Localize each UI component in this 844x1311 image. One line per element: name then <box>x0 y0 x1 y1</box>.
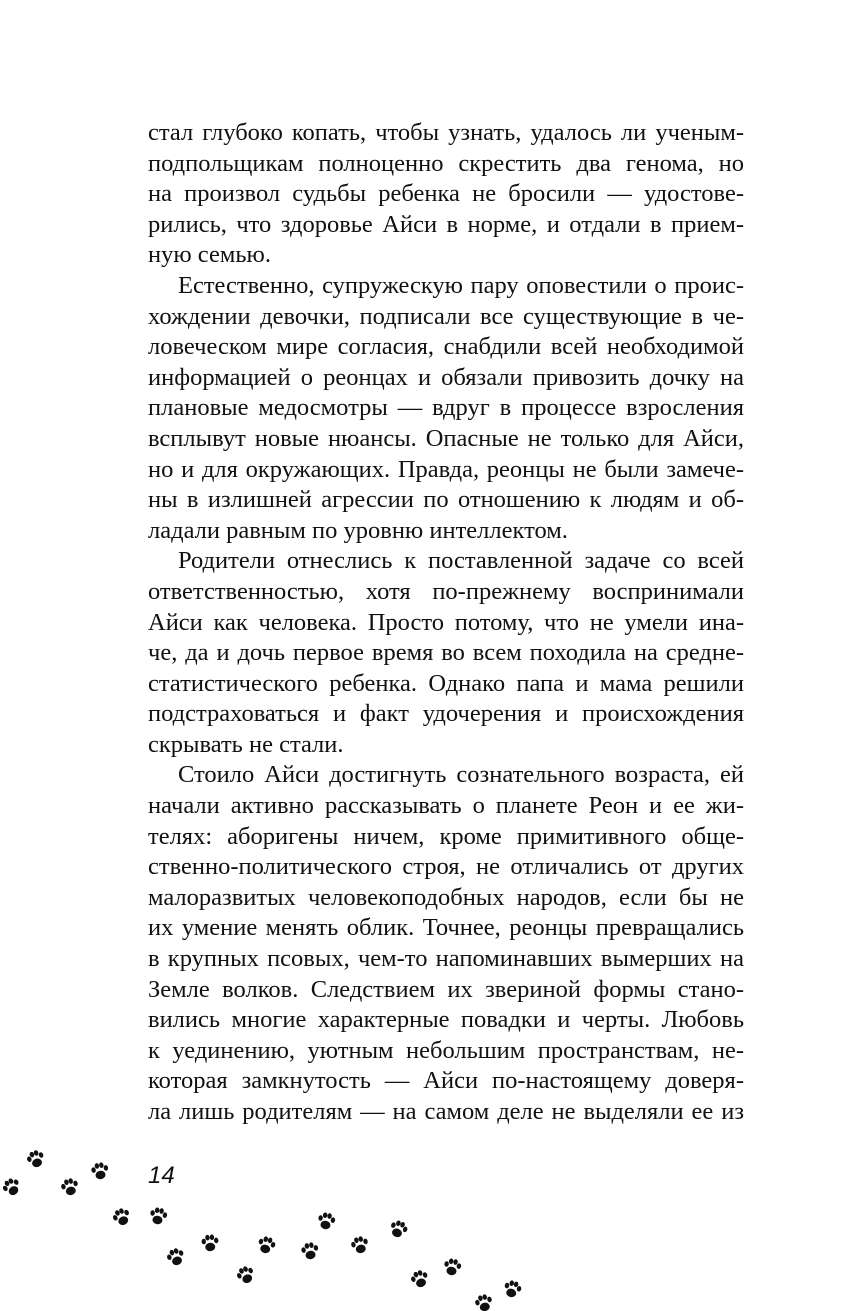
paw-print-icon <box>350 1235 371 1255</box>
paw-print-icon <box>60 1177 81 1197</box>
text-line: в крупных псовых, чем-то напоминавших вымерших на <box>148 945 744 973</box>
text-line: на произвол судьбы ребенка не бросили — удостове- <box>148 180 744 208</box>
text-line: но и для окружающих. Правда, реонцы не были замече- <box>148 455 744 483</box>
text-line: Естественно, супружескую пару оповестили о проис- <box>178 271 744 299</box>
text-line: ответственностью, хотя по-прежнему воспринимали <box>148 577 744 605</box>
text-line: стал глубоко копать, чтобы узнать, удалось ли ученым- <box>148 119 744 146</box>
paw-trail <box>0 1140 844 1311</box>
paw-print-icon <box>409 1268 431 1289</box>
text-line: ловеческом мире согласия, снабдили всей необходимой <box>148 333 744 361</box>
paw-print-icon <box>165 1246 187 1267</box>
paw-print-icon <box>90 1161 110 1180</box>
text-line: начали активно рассказывать о планете Реон и ее жи- <box>148 792 744 820</box>
text-line: их умение менять облик. Точнее, реонцы превращались <box>148 914 744 942</box>
text-line: рились, что здоровье Айси в норме, и отдали в прием- <box>148 210 744 238</box>
text-line: статистического ребенка. Однако папа и мама решили <box>148 669 744 697</box>
text-line: информацией о реонцах и обязали привозить дочку на <box>148 363 744 391</box>
text-line: че, да и дочь первое время во всем походила на средне- <box>148 639 744 667</box>
text-line: малоразвитых человекоподобных народов, если бы не <box>148 883 744 911</box>
paw-print-icon <box>474 1293 495 1311</box>
text-line: скрывать не стали. <box>148 730 344 758</box>
paw-print-icon <box>0 1176 23 1199</box>
text-line: ны в излишней агрессии по отношению к людям и об- <box>148 486 744 514</box>
paw-print-icon <box>111 1206 133 1228</box>
page-number: 14 <box>148 1162 175 1189</box>
text-line: ла лишь родителям — на самом деле не выделяли ее из <box>148 1098 744 1125</box>
text-line: телях: аборигены ничем, кроме примитивного обще- <box>148 822 744 850</box>
text-line: ственно-политического строя, не отличались от других <box>148 853 744 881</box>
text-line: плановые медосмотры — вдруг в процессе взросления <box>148 394 744 422</box>
paw-print-icon <box>300 1241 320 1260</box>
paw-print-icon <box>235 1264 257 1286</box>
text-line: подстраховаться и факт удочерения и происхождения <box>148 700 744 728</box>
text-line: ную семью. <box>148 241 271 269</box>
paw-print-icon <box>388 1218 410 1239</box>
text-line: Земле волков. Следствием их звериной формы стано- <box>148 975 744 1003</box>
text-line: к уединению, уютным небольшим пространствам, не- <box>148 1036 744 1064</box>
text-line: Родители отнеслись к поставленной задаче со всей <box>178 547 744 575</box>
text-line: ладали равным по уровню интеллектом. <box>148 516 568 544</box>
text-line: подпольщикам полноценно скрестить два генома, но <box>148 149 744 177</box>
paw-print-icon <box>317 1211 337 1230</box>
text-line: Айси как человека. Просто потому, что не умели ина- <box>148 608 744 636</box>
paw-print-icon <box>502 1279 523 1299</box>
text-line: которая замкнутость — Айси по-настоящему доверя- <box>148 1067 744 1095</box>
body-text <box>148 118 744 1128</box>
text-line: всплывут новые нюансы. Опасные не только для Айси, <box>148 424 744 452</box>
text-line: вились многие характерные повадки и черты. Любовь <box>148 1006 744 1034</box>
paw-print-icon <box>443 1257 463 1276</box>
text-line: Стоило Айси достигнуть сознательного возраста, ей <box>178 761 744 789</box>
text-line: хождении девочки, подписали все существующие в че- <box>148 302 744 330</box>
paw-print-icon <box>256 1235 277 1255</box>
paw-print-icon <box>201 1234 219 1252</box>
paw-print-icon <box>149 1206 169 1225</box>
paw-print-icon <box>25 1148 47 1169</box>
